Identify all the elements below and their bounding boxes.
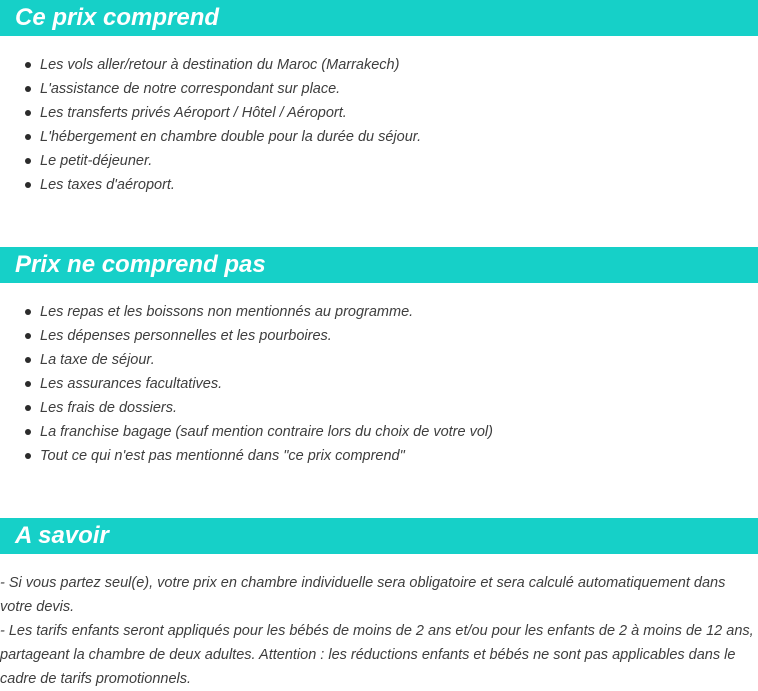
included-section-title: Ce prix comprend	[15, 4, 220, 31]
included-section-header	[0, 0, 758, 36]
list-item: Les frais de dossiers.	[0, 396, 493, 420]
list-item: Les taxes d'aéroport.	[0, 173, 421, 197]
list-item: La taxe de séjour.	[0, 348, 493, 372]
list-item: Le petit-déjeuner.	[0, 149, 421, 173]
included-list	[0, 53, 421, 197]
info-section-header	[0, 518, 758, 554]
list-item: Les vols aller/retour à destination du Maroc (Marrakech)	[0, 53, 421, 77]
list-item: Les repas et les boissons non mentionnés au programme.	[0, 300, 493, 324]
list-item: L'assistance de notre correspondant sur place.	[0, 77, 421, 101]
list-item: La franchise bagage (sauf mention contraire lors du choix de votre vol)	[0, 420, 493, 444]
info-section-title: A savoir	[15, 522, 109, 549]
excluded-section-header	[0, 247, 758, 283]
info-paragraph: - Si vous partez seul(e), votre prix en chambre individuelle sera obligatoire et sera calculé automatiquement dans votre devis.	[0, 575, 726, 615]
list-item: L'hébergement en chambre double pour la durée du séjour.	[0, 125, 421, 149]
excluded-section-title: Prix ne comprend pas	[15, 251, 266, 278]
list-item: Tout ce qui n'est pas mentionné dans "ce prix comprend"	[0, 444, 493, 468]
excluded-list	[0, 300, 493, 468]
info-text	[0, 571, 755, 691]
info-paragraph: - Les tarifs enfants seront appliqués pour les bébés de moins de 2 ans et/ou pour les enfants de 2 à moins de 12 ans, partageant la chambre de deux adultes. Attention : les réductions enfants et bébés ne sont pas applicables dans le cadre de tarifs promotionnels.	[0, 623, 754, 687]
list-item: Les assurances facultatives.	[0, 372, 493, 396]
list-item: Les transferts privés Aéroport / Hôtel / Aéroport.	[0, 101, 421, 125]
list-item: Les dépenses personnelles et les pourboires.	[0, 324, 493, 348]
